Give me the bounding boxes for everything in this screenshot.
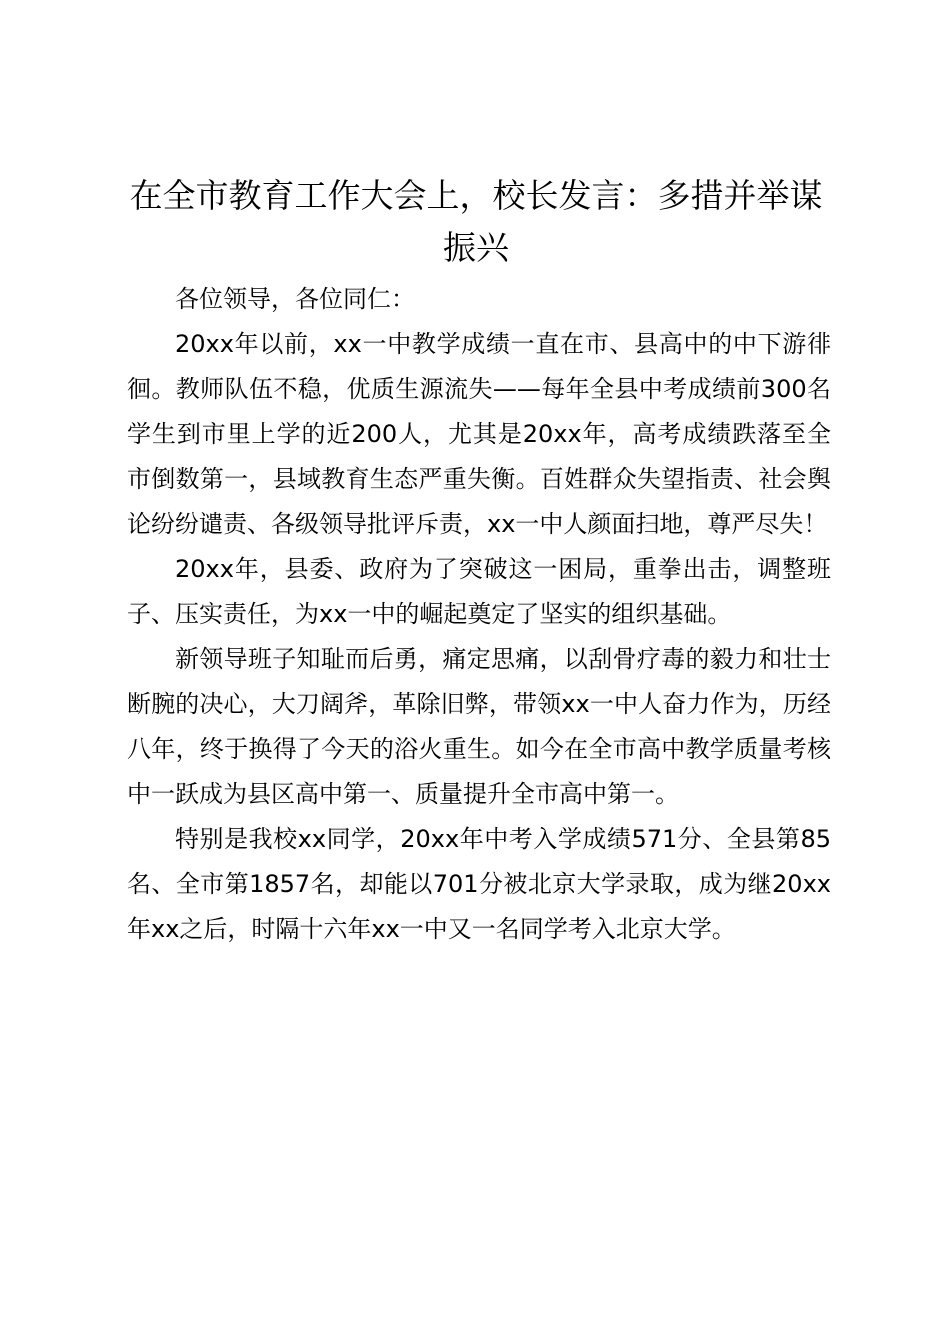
document-title: 在全市教育工作大会上，校长发言：多措并举谋振兴 (129, 176, 823, 267)
paragraph-student-achievement: 特别是我校xx同学，20xx年中考入学成绩571分、全县第85名、全市第1857名，却能以701分被北京大学录取，成为继20xx年xx之后，时隔十六年xx一中又一名同学考入北京大学。 (127, 825, 831, 943)
paragraph-reform: 20xx年，县委、政府为了突破这一困局，重拳出击，调整班子、压实责任，为xx一中的崛起奠定了坚实的组织基础。 (127, 555, 831, 628)
paragraph-salutation: 各位领导，各位同仁： (175, 285, 415, 313)
paragraph-background: 20xx年以前，xx一中教学成绩一直在市、县高中的中下游徘徊。教师队伍不稳，优质生源流失——每年全县中考成绩前300名学生到市里上学的近200人，尤其是20xx年，高考成绩跌落至全市倒数第一，县域教育生态严重失衡。百姓群众失望指责、社会舆论纷纷谴责、各级领导批评斥责，xx一中人颜面扫地，尊严尽失！ (127, 330, 831, 538)
paragraph-leadership: 新领导班子知耻而后勇，痛定思痛，以刮骨疗毒的毅力和壮士断腕的决心，大刀阔斧，革除旧弊，带领xx一中人奋力作为，历经八年，终于换得了今天的浴火重生。如今在全市高中教学质量考核中一跃成为县区高中第一、质量提升全市高中第一。 (127, 645, 831, 808)
document-body (127, 277, 831, 952)
